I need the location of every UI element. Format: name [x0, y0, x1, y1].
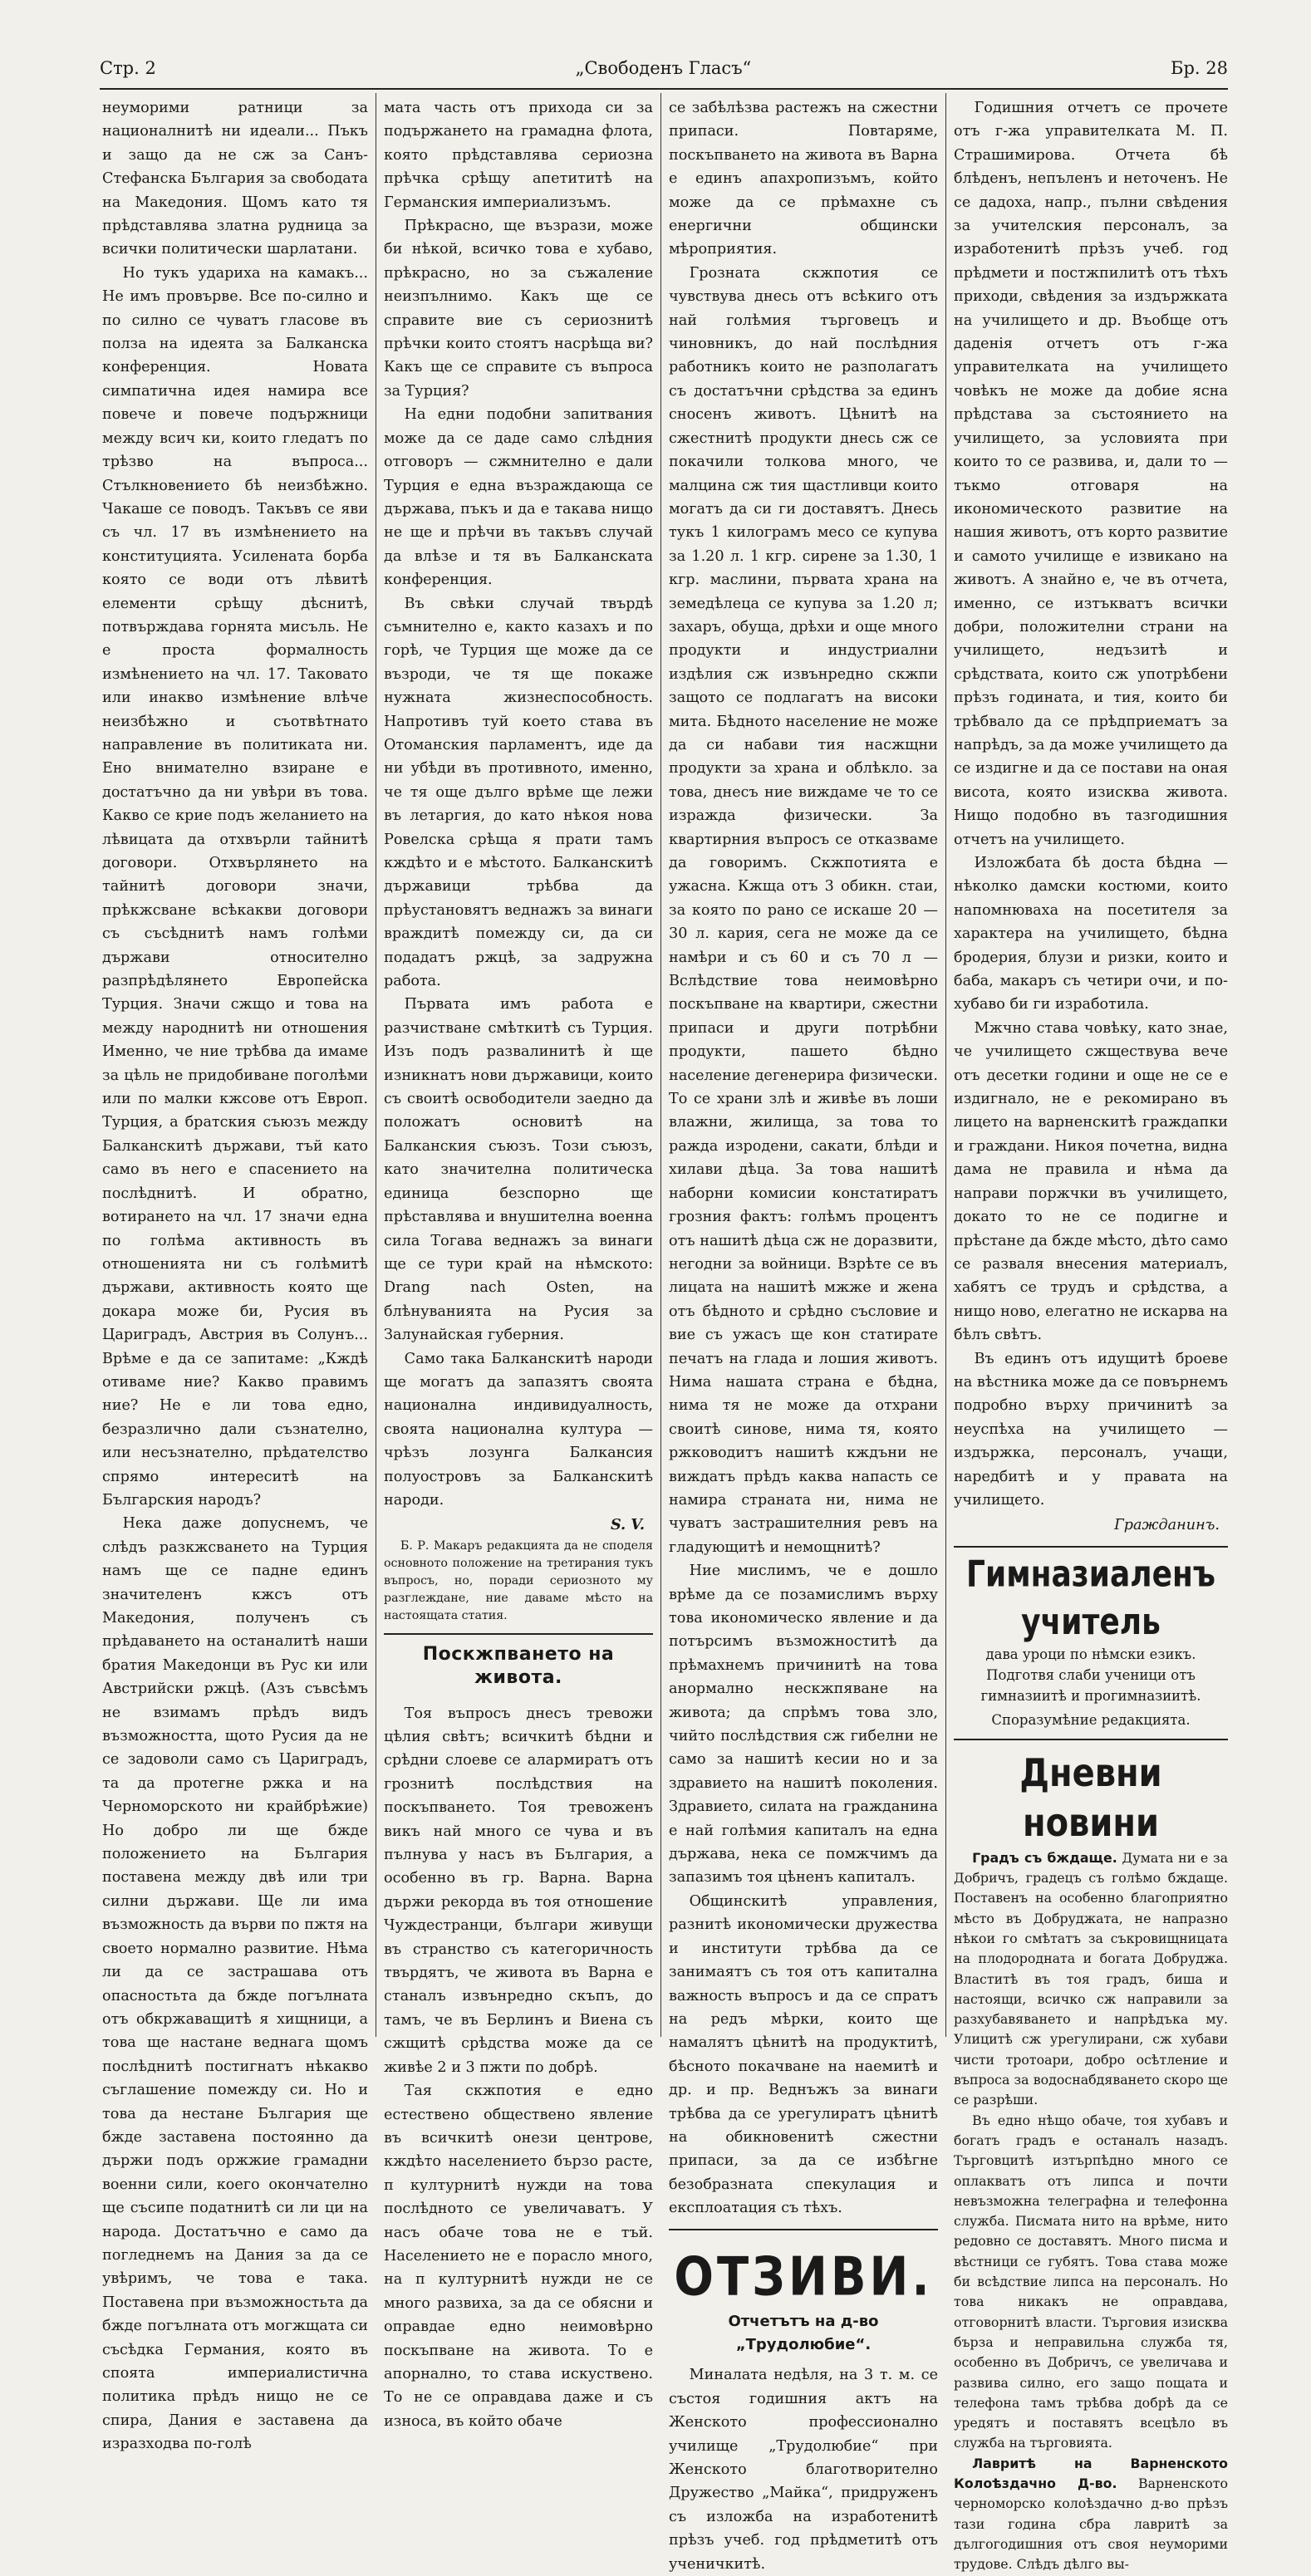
- article-paragraph: Ние мислимъ, че е дошло врѣме да се позамислимъ върху това икономическо явление и да потърсимъ възможноститѣ да прѣмахнемъ причинитѣ на това анормално нескжпяване на живота; да спрѣмъ това зло, чийто послѣдствия сж гибелни не само за нашитѣ кесии но и за здравието на нашитѣ поколения. Здравието, силата на гражданина е най голѣмия капиталъ на една държава, нека се помжчимъ да запазимъ тоя цѣненъ капиталъ.: [669, 1563, 938, 1887]
- article-paragraph: Мжчно става човѣку, като знае, че училището сжществува вече отъ десетки години и още не се е издигнало, не е рекомирано въ лицето на варненскитѣ граждапки и граждани. Никоя почетна, видна дама не правила и нѣма да направи поржчки въ училището, докато то не се подигне и прѣстане да бжде мѣсто, дѣто само се разваля внесения материалъ, хабятъ се трудъ и срѣдства, а нищо ново, елегатно не искарва на бѣлъ свѣтъ.: [954, 1019, 1228, 1344]
- article-subheading: Отчетътъ на д-во „Трудолюбие“.: [728, 2312, 879, 2353]
- section-heading: ОТЗИВИ.: [674, 2245, 933, 2309]
- advertisement-contact: Споразумѣние редакцията.: [991, 1711, 1191, 1728]
- page-header: [100, 52, 1228, 85]
- news-item-title: Градъ съ бждаще.: [972, 1849, 1117, 1866]
- header-rule: [100, 88, 1228, 90]
- article-paragraph: Миналата недѣля, на 3 т. м. се състоя годишния актъ на Женското профессионално училище „Трудолюбие“ при Женското благотворително Дружество „Майка“, придруженъ съ изложба на изработенитѣ прѣзъ учеб. год прѣдметитѣ отъ ученичкитѣ.: [669, 2367, 938, 2573]
- page-number: Стр. 2: [100, 58, 156, 78]
- column-1: [102, 96, 368, 2453]
- column-divider: [660, 93, 661, 2037]
- article-paragraph: Грозната скжпотия се чувствува днесь отъ всѣкиго отъ най голѣмия търговецъ и чиновникъ, до най послѣдния работникъ които не разполагатъ съ достатъчни срѣдства за единъ сносенъ животъ. Цѣнитѣ на сжестнитѣ продукти днесь сж се покачили толкова много, че малцина сж тия щастливци които могатъ да си ги доставятъ. Днесь тукъ 1 килограмъ месо се купува за 1.20 л. 1 кгр. сирене за 1.30, 1 кгр. маслини, първата храна на земедѣлеца се купува за 1.20 л; захаръ, обуща, дрѣхи и още много продукти и индустриални издѣлия сж извънредно скжпи защото се подлагатъ на високи мита. Бѣдното население не може да си набави тия насжщни продукти за храна и облѣкло. за това, днесъ ние виждаме че то се изражда физически. За квартирния въпросъ се отказваме да говоримъ. Скжпотията е ужасна. Кжща отъ 3 обикн. стаи, за която по рано се искаше 20 — 30 л. кария, сега не може да се намѣри и съ 60 и съ 70 л — Вслѣдствие това неимовѣрно поскъпване на квартири, сжестни припаси и други потрѣбни продукти, пашето бѣдно население дегенерира физически. То се храни злѣ и живѣе въ лоши влажни, жилища, за това то ражда изродени, сакати, блѣди и хилави дѣца. За това нашитѣ наборни комисии констатиратъ грозния фактъ: голѣмъ процентъ отъ нашитѣ дѣца сж не доразвити, негодни за войници. Взрѣте се въ лицата на нашитѣ мжже и жена отъ бѣдното и срѣдно съсловие и вие съ ужасъ ще кон статирате печатъ на глада и лошия животъ. Нима нашата страна е бѣдна, нима тя не може да отхрани своитѣ синове, нима тя, която ржководитъ нашитѣ кждъни не виждатъ прѣдъ каква напасть се намира страната ни, нима не чуватъ застрашителния ревъ на гладующитѣ и немощнитѣ?: [669, 264, 938, 1556]
- article-paragraph: Общинскитѣ управления, разнитѣ икономически дружества и институти трѣбва да се занимаятъ съ тоя отъ капитална важность въпросъ и да се спратъ на редъ мѣрки, които ще намалятъ цѣнитѣ на продуктитѣ, бѣсното покачване на наемитѣ и др. и пр. Веднъжъ за винаги трѣбва да се урегулиратъ цѣнитѣ на обикновенитѣ сжестни припаси, за да се избѣгне безобразната спекулация и експлоатация съ тѣхъ.: [669, 1892, 938, 2217]
- article-paragraph: се забѣлѣзва растежъ на сжестни припаси. Повтаряме, поскъпването на живота въ Варна е единъ апахропизъмъ, който може да се прѣмахне съ енергични общински мѣроприятия.: [669, 100, 938, 258]
- article-paragraph: Въ единъ отъ идущитѣ броеве на вѣстника може да се повърнемъ подробно върху причинитѣ за неуспѣха на училището — издържка, персоналъ, учащи, наредбитѣ и у правата на училището.: [954, 1350, 1228, 1509]
- news-item: [954, 2454, 1228, 2575]
- column-divider: [945, 93, 946, 2037]
- article-paragraph: Тая скжпотия е едно естествено обществено явление въ всичкитѣ онези центрове, кждѣто населението бързо расте, п културнитѣ нужди на това послѣдното се увеличаватъ. У насъ обаче това не е тъй. Населението не е порасло много, на п културнитѣ нужди не се много развиха, за да се обясни и оправдае едно неимовѣрно поскъпване на живота. То е апорнално, то става искуствено. То не се оправдава даже и съ износа, въ който обаче: [384, 2083, 653, 2430]
- newspaper-title: „Свободенъ Гласъ“: [575, 58, 752, 78]
- news-item: [954, 1848, 1228, 2111]
- article-paragraph: Изложбата бѣ доста бѣдна — нѣколко дамски костюми, които напомнюваха на посетителя за характера на училището, бѣдна бродерия, блузи и ризки, които и баба, макаръ съ четири очи, и по-хубаво би ги изработила.: [954, 855, 1228, 1013]
- editorial-note: Б. Р. Макаръ редакцията да не споделя основното положение на третирания тукъ въпросъ, но, поради сериозното му разглеждане, ние даваме мѣсто на настоящата статия.: [384, 1538, 653, 1622]
- news-item-text: Въ едно нѣщо обаче, тоя хубавъ и богатъ градъ е останалъ назадъ. Търговцитѣ изтърпѣдно много се оплакватъ отъ липса и почти невъзможна телеграфна и телефонна служба. Писмата нито на врѣме, нито редовно се доставятъ. Много писма и вѣстници се губятъ. Това става може би всѣдствие липса на персоналъ. Но това никакъ не оправдава, отговорнитѣ власти. Търговия изисква бърза и неправильна служба тя, особенно въ Добричъ, се увеличава и развива силно, его защо пощата и телефона тамъ трѣбва добрѣ да се уредятъ и поставятъ всецѣло въ служба на търговията.: [954, 2112, 1228, 2451]
- column-2: [384, 96, 653, 2430]
- news-list: [954, 1848, 1228, 2575]
- author-signature: S. V.: [610, 1516, 645, 1534]
- section-separator: [954, 1739, 1228, 1740]
- article-paragraph: Прѣкрасно, ще възрази, може би нѣкой, всичко това е хубаво, прѣкрасно, но за съжаление неизпълнимо. Какъ ще се справите вие съ сериознитѣ прѣчки които стоятъ насрѣща ви? Какъ ще се справите съ въпроса за Турция?: [384, 218, 653, 400]
- column-4: [954, 96, 1228, 2573]
- advertisement-text: дава уроци по нѣмски езикъ. Подготвя слаби ученици отъ гимназиитѣ и прогимназиитѣ.: [980, 1646, 1201, 1704]
- article-paragraph: Годишния отчетъ се прочете отъ г-жа управителката М. П. Страшимирова. Отчета бѣ блѣденъ, непъленъ и неточенъ. Не се дадоха, напр., пълни свѣдения за учителския персоналъ, за изработенитѣ прѣзъ учеб. год прѣдмети и постжпилитѣ отъ тѣхъ приходи, свѣдения за издържката на училището и др. Въобще отъ даденія отчетъ отъ г-жа управителката на училището човѣкъ не може да добие ясна прѣдстава за състоянието на училището, за условията при които то се развива, и, дали то — тъкмо отговаря на икономическото развитие на нашия животъ, отъ корто развитие и самото училище е извикано на животъ. А знайно е, че въ отчета, именно, се изтъкватъ всички добри, положителни страни на училището, недъзитѣ и срѣдствата, които сж употрѣбени прѣзъ годината, и тия, които би трѣбвало да се прѣдприематъ за напрѣдъ, за да може училището да се издигне и да се постави на оная висота, която изисква живота. Нищо подобно въ тазгодишния отчетъ на училището.: [954, 100, 1228, 848]
- news-section-heading: Дневни новини: [1019, 1751, 1162, 1846]
- article-paragraph: Тоя въпросъ днесъ тревожи цѣлия свѣтъ; всичкитѣ бѣдни и срѣдни слоеве се алармиратъ отъ грознитѣ послѣдствия на поскъпването. Тоя тревоженъ викъ най много се чува и въ пълнува у насъ въ България, а особенно въ гр. Варна. Варна държи рекорда въ тоя отношение Чуждестранци, българи живущи въ странство съ категоричность твърдятъ, че живота въ Варна е станалъ извънредно скъпъ, до тамъ, че въ Берлинъ и Виена съ сжщитѣ срѣдства може да се живѣе 2 и 3 пжти по добрѣ.: [384, 1705, 653, 2076]
- news-item-title: Лавритѣ на Варненското Колоѣздачно Д-во.: [954, 2455, 1228, 2491]
- article-paragraph: неуморими ратници за националнитѣ ни идеали... Пъкъ и защо да не сж за Санъ-Стефанска България за свободата на Македония. Щомъ като тя прѣдставлява златна рудница за всички политически шарлатани.: [102, 100, 368, 258]
- article-paragraph: Само така Балканскитѣ народи ще могатъ да запазятъ своята национална индивидуалность, своята национална култура — чрѣзъ лозунга Балкансия полуостровъ за Балканскитѣ народи.: [384, 1350, 653, 1509]
- column-3: [669, 96, 938, 2573]
- section-separator: [669, 2229, 938, 2230]
- article-paragraph: Нека даже допуснемъ, че слѣдъ разкжсването на Турция намъ ще се падне единъ значителенъ кжсъ отъ Македония, полученъ съ прѣдаването на останалитѣ наши братия Македонци въ Рус ки или Австрийски ржцѣ. (Азъ съвсѣмъ не взимамъ прѣдъ видъ възможността, щото Русия да не се задоволи само съ Цариградъ, та да протегне ржка и на Черноморското ни крайбрѣжие) Но добро ли ще бжде положението на България поставена между двѣ или три силни държави. Ще ли има възможность да върви по пжтя на своето нормално развитие. Нѣма ли да се застрашава отъ опасностьта да бжде погълната отъ обкржаващитѣ я хищници, а това ще настане веднага щомъ послѣднитѣ постигнатъ нѣкакво съглашение помежду си. Но и това да нестане България ще бжде заставена постоянно да държи подъ оржжие грамадни военни сили, коего окончателно ще съсипе податнитѣ си ли ци на народа. Достатъчно е само да погледнемъ на Дания за да се увѣримъ, че това е така. Поставена при възможностьта да бжде погълната отъ могжщата си съсѣдка Германия, която въ споята империалистична политика прѣдъ нищо не се спира, Дания е заставена да изразходва по-голѣ: [102, 1515, 368, 2453]
- article-paragraph: мата часть отъ прихода си за подържането на грамадна флота, която прѣдставлява сериозна прѣчка срѣщу апетититѣ на Германския империализъмъ.: [384, 100, 653, 211]
- news-item-text: Думата ни е за Добричъ, градецъ съ голѣмо бждаще. Поставенъ на особенно благоприятно мѣсто въ Добруджата, не напразно нѣкои го смѣтатъ за съкровищницата на плодородната и богата Добруджа. Властитѣ въ тоя градъ, биша и настоящи, всичко сж направили за разхубавяването и напрѣдъка му. Улицитѣ сж урегулирани, сж хубави чисти тротоари, добро осѣтление и въпроса за водоснабдяването скоро ще се разрѣши.: [954, 1849, 1228, 2108]
- advertisement-heading: Гимназиаленъ учитель: [966, 1553, 1215, 1643]
- section-separator: [954, 1546, 1228, 1548]
- article-paragraph: Първата имъ работа е разчистване смѣткитѣ съ Турция. Изъ подъ развалинитѣ ѝ ще изникнатъ нови държавици, които съ своитѣ освободители заедно да положатъ основитѣ на Балканския съюзъ. Този съюзъ, като значителна политическа единица безспорно ще прѣставлява и внушителна военна сила Тогава веднажъ за винаги ще се тури край на нѣмското: Drang nach Osten, на блѣнуванията на Русия за Залунайская губерния.: [384, 996, 653, 1344]
- article-paragraph: Но тукъ удариха на камакъ... Не имъ провърве. Все по-силно и по силно се чуватъ гласове въ полза на идеята за Балканска конференция. Новата симпатична идея намира все повече и повече подържници между всич ки, които гледатъ по трѣзво на въпроса... Стълкновението бѣ неизбѣжно. Чакаше се поводъ. Такъвъ се яви съ чл. 17 въ измѣнението на конституцията. Усилената борба която се води отъ лѣвитѣ елементи срѣщу дѣснитѣ, потвърждава горнята мисъль. Не е проста формалность измѣнението на чл. 17. Таковато или инакво измѣнение влѣче неизбѣжно и съотвѣтнато направление въ политиката ни. Ено внимателно взиране е достатъчно да ни увѣри въ това. Какво се крие подъ желанието на лѣвицата да отхвърли тайнитѣ договори. Отхвърлянето на тайнитѣ договори значи, прѣкжсване всѣкакви договори съ съсѣднитѣ намъ голѣми държави относително разпрѣдѣлянето Европейска Турция. Значи сжщо и това на между народнитѣ ни отношения Именно, че ние трѣбва да имаме за цѣль не придобиване поголѣми или по малки кжсове отъ Европ. Турция, а братския съюзъ между Балканскитѣ държави, тъй като само въ него е спасението на послѣднитѣ. И обратно, вотирането на чл. 17 значи една по голѣма активность въ отношенията ни съ голѣмитѣ държави, активность която ще докара може би, Русия въ Цариградъ, Австрия въ Солунъ... Врѣме е да се запитаме: „Кждѣ отиваме ние? Какво правимъ ние? Не е ли това едно, безразлично дали съзнателно, или несъзнателно, прѣдателство спрямо интереситѣ на Българския народъ?: [102, 264, 368, 1509]
- article-heading: Поскжпването на живота.: [422, 1643, 615, 1689]
- author-signature: Гражданинъ.: [1114, 1517, 1220, 1534]
- article-paragraph: На едни подобни запитвания може да се даде само слѣдния отговоръ — сжмнително е дали Турция е една възраждающа се държава, пъкъ и да е такава нищо не ще и прѣчи въ такъвъ случай да влѣзе и тя въ Балканската конференция.: [384, 406, 653, 589]
- news-item-text: Варненското черноморско колоѣздачно д-во прѣзъ тази година сбра лавритѣ за дългогодишния отъ своя неуморими трудове. Слѣдъ дѣлго вы-: [954, 2475, 1228, 2573]
- section-separator: [384, 1633, 653, 1635]
- issue-number: Бр. 28: [1171, 58, 1228, 78]
- article-paragraph: Въ свѣки случай твърдѣ съмнително е, както казахъ и по горѣ, че Турция ще може да се възроди, че тя ще покаже нужната жизнеспособность. Напротивъ туй което става въ Отоманския парламентъ, иде да ни убѣди въ противното, именно, че тя още дълго врѣме ще лежи въ летаргия, до като нѣкоя нова Ровелска срѣща я прати тамъ кждѣто и е мѣстото. Балканскитѣ държавици трѣбва да прѣустановятъ веднажъ за винаги враждитѣ помежду си, да си подадатъ ржцѣ, за задружна работа.: [384, 595, 653, 990]
